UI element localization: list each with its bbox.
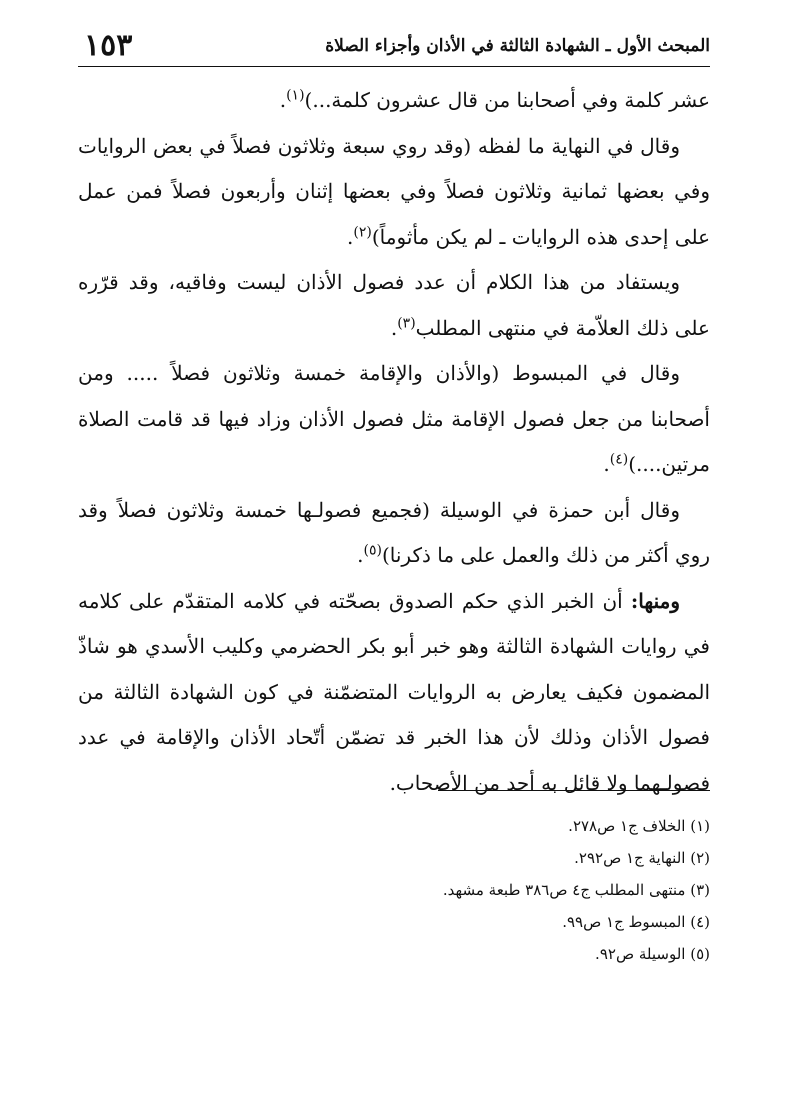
footnote-ref: (٥)	[363, 542, 382, 559]
paragraph-text: وقال أبن حمزة في الوسيلة (فجميع فصولـها خمسة وثلاثون فصلاً وقد روي أكثر من ذلك والعمل على ما ذكرنا)	[78, 497, 710, 567]
paragraph	[78, 124, 710, 261]
page-header	[78, 26, 710, 67]
paragraph-text: ويستفاد من هذا الكلام أن عدد فصول الأذان ليست وفاقيه، وقد قرّره على ذلك العلاّمة في منتهى المطلب	[78, 270, 710, 340]
paragraph-tail: .	[347, 224, 354, 249]
paragraph	[78, 260, 710, 351]
footnote-ref: (٢)	[353, 223, 372, 240]
paragraph	[78, 488, 710, 579]
footnote: (٢) النهاية ج١ ص٢٩٢.	[574, 849, 710, 867]
page-number: ١٥٣	[84, 28, 133, 63]
paragraph-text: وقال في النهاية ما لفظه (وقد روي سبعة وثلاثون فصلاً في بعض الروايات وفي بعضها ثمانية وثلاثون فصلاً وفي بعضها إثنان وأربعون فصلاً فمن عمل على إحدى هذه الروايات ـ لم يكن مأثوماً)	[78, 133, 710, 249]
main-text	[78, 78, 710, 806]
footnote: (٣) منتهى المطلب ج٤ ص٣٨٦ طبعة مشهد.	[442, 881, 710, 899]
footnote-ref: (١)	[286, 87, 305, 104]
footnote: (٥) الوسيلة ص٩٢.	[595, 945, 710, 963]
paragraph-final	[78, 579, 710, 807]
footnotes	[310, 810, 710, 970]
running-title: المبحث الأول ـ الشهادة الثالثة في الأذان وأجزاء الصلاة	[325, 36, 710, 56]
footnote: (٤) المبسوط ج١ ص٩٩.	[562, 913, 710, 931]
paragraph-lead: ومنها:	[630, 588, 680, 613]
paragraph-tail: .	[603, 452, 610, 476]
paragraph-text: أن الخبر الذي حكم الصدوق بصحّته في كلامه المتقدّم على كلامه في روايات الشهادة الثالثة وهو خبر أبو بكر الحضرمي وكليب الأسدي هو شاذّ المضمون فكيف يعارض به الروايات المتضمّنة في كون الشهادة الثالثة من فصول الأذان وذلك لأن هذا الخبر قد تضمّن أتّحاد الأذان والإقامة في عدد فصولـهما ولا قائل به أحد من الأصحاب.	[78, 588, 710, 795]
paragraph-text: عشر كلمة وفي أصحابنا من قال عشرون كلمة...)	[304, 88, 710, 112]
footnote-divider	[438, 790, 710, 791]
footnote-ref: (٤)	[609, 451, 629, 468]
paragraph-tail: .	[357, 543, 364, 567]
paragraph-tail: .	[390, 315, 398, 340]
paragraph-continuation	[78, 78, 710, 124]
footnote: (١) الخلاف ج١ ص٢٧٨.	[568, 817, 710, 835]
paragraph-tail: .	[279, 88, 287, 112]
footnote-ref: (٣)	[397, 314, 416, 331]
paragraph	[78, 351, 710, 488]
paragraph-text: وقال في المبسوط (والأذان والإقامة خمسة وثلاثون فصلاً ..... ومن أصحابنا من جعل فصول الإقامة مثل فصول الأذان وزاد فيها قد قامت الصلاة مرتين....)	[78, 361, 710, 476]
